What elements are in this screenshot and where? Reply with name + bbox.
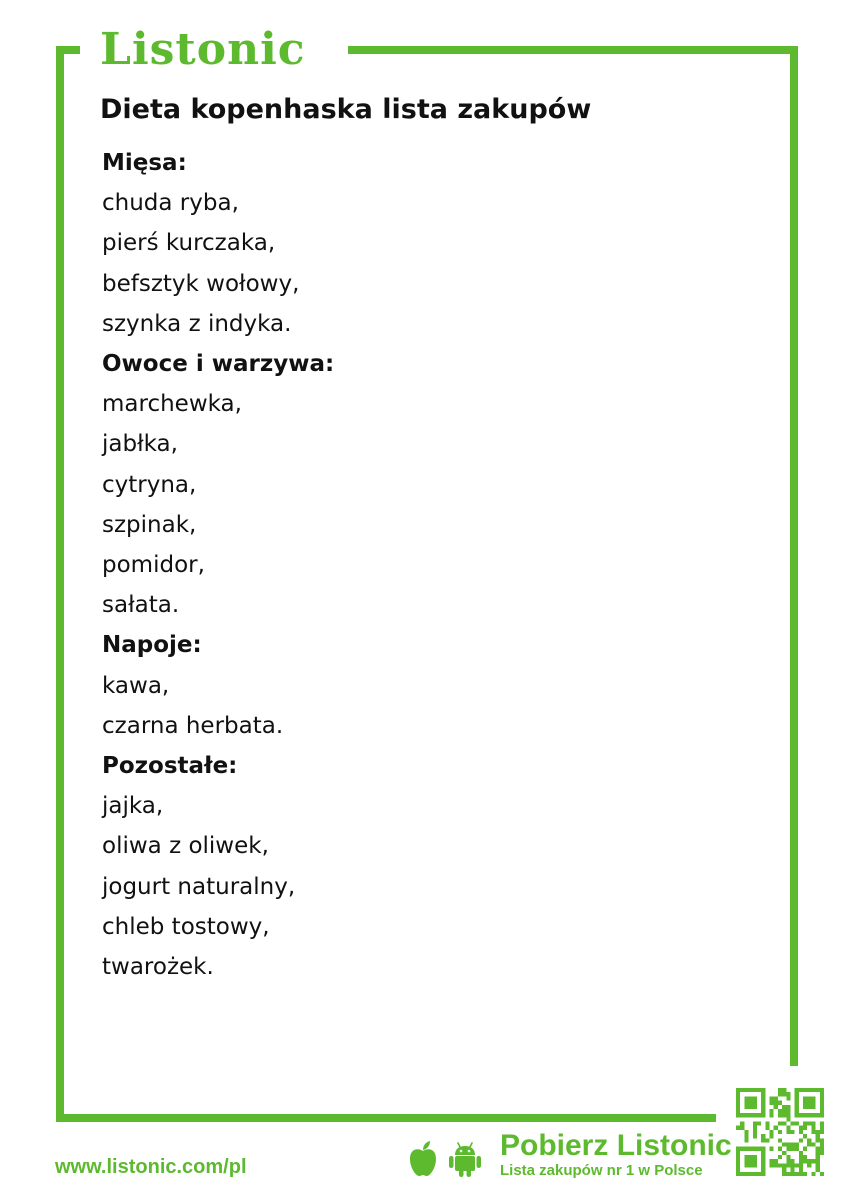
- list-item: jogurt naturalny,: [102, 873, 296, 900]
- list-category-heading: Napoje:: [102, 632, 202, 659]
- list-item: chleb tostowy,: [102, 913, 270, 940]
- list-item: jabłka,: [102, 431, 178, 458]
- list-item: szynka z indyka.: [102, 310, 292, 337]
- listonic-logo: Listonic: [100, 24, 306, 75]
- qr-code-icon[interactable]: [736, 1088, 824, 1176]
- frame-bottom-border: [56, 1114, 716, 1122]
- list-category-heading: Owoce i warzywa:: [102, 351, 335, 378]
- android-icon[interactable]: [448, 1140, 482, 1178]
- website-url-link[interactable]: www.listonic.com/pl: [55, 1156, 247, 1178]
- list-item: kawa,: [102, 672, 170, 699]
- list-item: cytryna,: [102, 471, 197, 498]
- promo-title: Pobierz Listonic: [500, 1129, 732, 1162]
- frame-top-right-segment: [348, 46, 798, 54]
- frame-left-border: [56, 46, 64, 1122]
- list-item: jajka,: [102, 793, 164, 820]
- promo-subtitle: Lista zakupów nr 1 w Polsce: [500, 1162, 703, 1179]
- list-item: marchewka,: [102, 391, 242, 418]
- list-category-heading: Pozostałe:: [102, 753, 238, 780]
- list-item: oliwa z oliwek,: [102, 833, 269, 860]
- list-item: szpinak,: [102, 511, 197, 538]
- list-item: sałata.: [102, 592, 180, 619]
- shopping-list: [102, 143, 334, 987]
- list-item: czarna herbata.: [102, 712, 284, 739]
- list-item: chuda ryba,: [102, 190, 239, 217]
- list-category-heading: Mięsa:: [102, 150, 187, 176]
- frame-right-border: [790, 46, 798, 1066]
- list-item: befsztyk wołowy,: [102, 270, 300, 297]
- list-item: pierś kurczaka,: [102, 230, 276, 257]
- apple-icon[interactable]: [406, 1140, 440, 1178]
- page-title: Dieta kopenhaska lista zakupów: [100, 94, 592, 125]
- list-item: twarożek.: [102, 954, 214, 981]
- list-item: pomidor,: [102, 552, 205, 579]
